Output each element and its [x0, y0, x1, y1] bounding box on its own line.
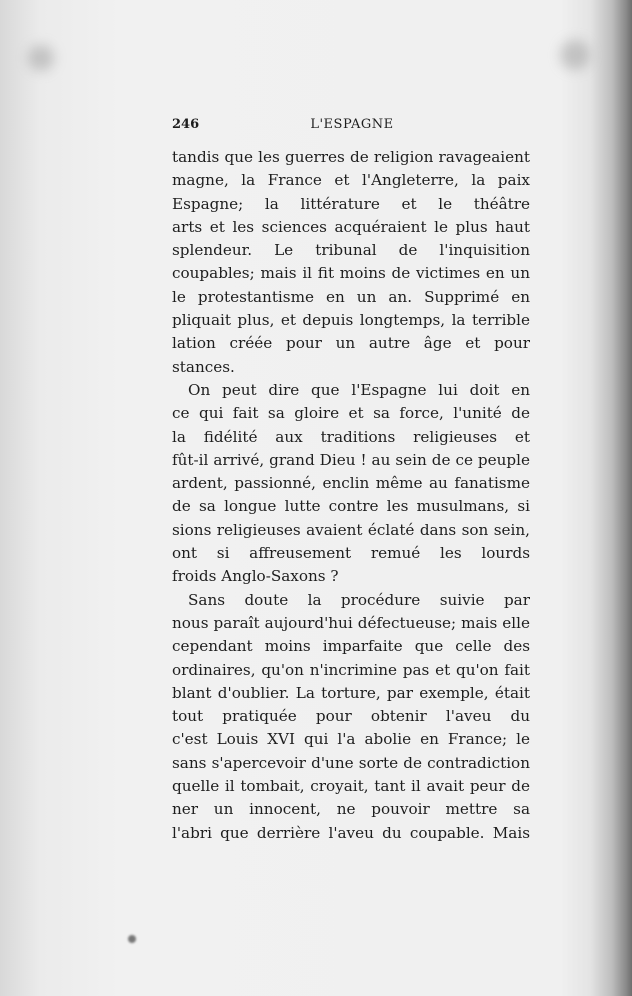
body-text — [172, 146, 530, 845]
text-line: ce qui fait sa gloire et sa force, l'unité de — [172, 404, 530, 423]
scan-stain — [28, 45, 54, 71]
text-line: tandis que les guerres de religion ravageaient — [172, 148, 530, 166]
text-line: sans s'apercevoir d'une sorte de contradiction — [172, 753, 530, 772]
text-line: pliquait plus, et depuis longtemps, la terrible — [172, 311, 530, 330]
paragraph — [172, 379, 530, 589]
running-title: L'ESPAGNE — [310, 117, 394, 132]
text-line: On peut dire que l'Espagne lui doit en — [188, 380, 530, 399]
text-line: fût-il arrivé, grand Dieu ! au sein de ce peuple — [172, 450, 530, 469]
text-line: magne, la France et l'Angleterre, la paix — [172, 171, 530, 190]
text-line: tout pratiquée pour obtenir l'aveu du — [172, 707, 530, 726]
text-line: Sans doute la procédure suivie par — [188, 590, 530, 609]
paragraph — [172, 146, 530, 379]
scan-stain — [560, 40, 590, 70]
page-number: 246 — [172, 117, 200, 132]
text-line: cependant moins imparfaite que celle des — [172, 637, 530, 656]
text-line: lation créée pour un autre âge et pour — [172, 334, 530, 353]
text-line: froids Anglo-Saxons ? — [172, 567, 339, 586]
scan-stain — [128, 935, 136, 943]
text-line: l'abri que derrière l'aveu du coupable. Mais — [172, 823, 530, 842]
text-line: la fidélité aux traditions religieuses et — [172, 427, 530, 446]
page-header — [172, 117, 532, 139]
text-line: Espagne; la littérature et le théâtre — [172, 194, 530, 213]
text-line: ordinaires, qu'on n'incrimine pas et qu'on fait — [172, 660, 530, 679]
text-line: le protestantisme en un an. Supprimé en — [172, 287, 530, 306]
text-line: de sa longue lutte contre les musulmans, si — [172, 497, 530, 516]
text-line: ner un innocent, ne pouvoir mettre sa — [172, 800, 530, 819]
text-line: ont si affreusement remué les lourds — [172, 544, 530, 563]
text-line: blant d'oublier. La torture, par exemple, était — [172, 683, 530, 702]
text-line: splendeur. Le tribunal de l'inquisition — [172, 241, 530, 260]
text-line: stances. — [172, 357, 235, 376]
text-line: ardent, passionné, enclin même au fanatisme — [172, 474, 530, 493]
text-line: c'est Louis XVI qui l'a abolie en France; le — [172, 730, 530, 749]
text-line: coupables; mais il fit moins de victimes en un — [172, 264, 530, 283]
text-line: quelle il tombait, croyait, tant il avait peur de — [172, 777, 530, 796]
text-line: sions religieuses avaient éclaté dans son sein, — [172, 520, 530, 539]
paragraph — [172, 589, 530, 845]
text-line: nous paraît aujourd'hui défectueuse; mais elle — [172, 613, 530, 632]
text-line: arts et les sciences acquéraient le plus haut — [172, 217, 530, 236]
